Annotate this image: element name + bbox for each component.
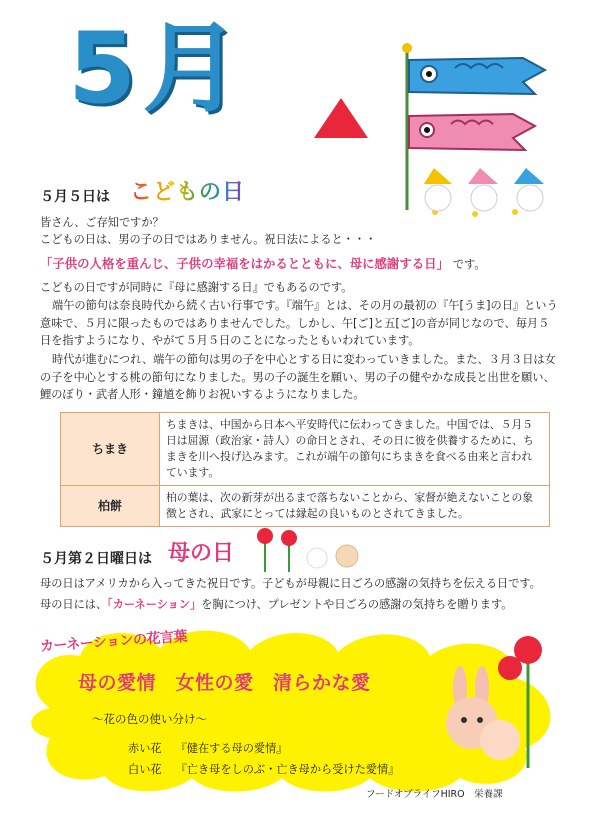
table-key-kashiwamochi: 柏餅 xyxy=(61,486,160,527)
haha-date-label: ５月第２日曜日は xyxy=(40,551,152,567)
haha-p1: 母の日はアメリカから入ってきた祝日です。子どもが母親に日ごろの感謝の気持ちを伝える日です。 xyxy=(40,577,541,590)
hanakotoba-title: カーネーションの花言葉 xyxy=(39,628,188,655)
table-key-chimaki: ちまき xyxy=(61,413,160,486)
page-title: 5月 xyxy=(68,12,247,126)
kodomo-heading xyxy=(130,175,245,206)
kodomo-quote-suffix: です。 xyxy=(452,258,486,271)
white-flower-line xyxy=(128,761,399,779)
carnation-icon xyxy=(255,522,365,574)
red-flower-label: 赤い花 xyxy=(128,742,162,755)
kodomo-intro2: こどもの日は、男の子の日ではありません。祝日法によると・・・ xyxy=(40,233,377,246)
haha-p2-carnation: 「カーネーション」 xyxy=(107,598,202,611)
haha-p2 xyxy=(40,596,580,614)
kodomo-p3: 時代が進むにつれ、端午の節句は男の子を中心とする日に変わっていきました。また、３月３日は女の子を中心とする桃の節句になりました。男の子の誕生を願い、男の子の健やかな成長と出世を願い、鯉のぼり・武者人形・鐘馗を飾りお祝いするようになりました。 xyxy=(40,353,556,401)
hanakotoba-subtitle: ～花の色の使い分け～ xyxy=(92,712,207,726)
red-flower-line xyxy=(128,740,287,758)
red-flower-text: 『健在する母の愛情』 xyxy=(175,742,288,755)
table-value-chimaki: ちまきは、中国から日本へ平安時代に伝わってきました。中国では、５月５日は屈源（政治家・詩人）の命日とされ、その日に彼を供養するために、ちまきを川へ投げ込みます。これが端午の節句にちまきを食べる由来と言われています。 xyxy=(160,413,550,486)
kodomo-intro1: 皆さん、ご存知ですか？ xyxy=(40,216,164,229)
bunny-icon xyxy=(418,162,553,218)
footer-credit: フードオブライフHIRO 栄養課 xyxy=(366,789,503,800)
food-info-table xyxy=(60,412,550,527)
carnation-bunny-icon xyxy=(430,628,560,778)
kodomo-p1: こどもの日ですが同時に『母に感謝する日』でもあるのです。 xyxy=(40,281,353,294)
kodomo-heading-text: こどもの日 xyxy=(130,180,246,205)
table-row xyxy=(61,413,550,486)
white-flower-text: 『亡き母をしのぶ・亡き母から受けた愛情』 xyxy=(175,763,400,776)
kodomo-quote: 「子供の人格を重んじ、子供の幸福をはかるとともに、母に感謝する日」 xyxy=(40,256,449,271)
haha-p2-post: を胸につけ、プレゼントや日ごろの感謝の気持ちを贈ります。 xyxy=(201,598,513,611)
kodomo-quote-line xyxy=(40,253,486,274)
table-row xyxy=(61,486,550,527)
kabuto-icon xyxy=(312,96,370,140)
haha-p2-pre: 母の日には、 xyxy=(40,598,108,611)
haha-heading: 母の日 xyxy=(168,541,235,566)
hanakotoba-words: 母の愛情 女性の愛 清らかな愛 xyxy=(78,672,371,694)
table-value-kashiwamochi: 柏の葉は、次の新芽が出るまで落ちないことから、家督が絶えないことの象徴とされ、武家にとっては縁起の良いものとされてきました。 xyxy=(160,486,550,527)
white-flower-label: 白い花 xyxy=(128,763,162,776)
kodomo-p2: 端午の節句は奈良時代から続く古い行事です。『端午』とは、その月の最初の『午[うま]の日』という意味で、５月に限ったものではありませんでした。しかし、午[ご]と五[ご]の音が同じなので、毎月５日を指すようになり、やがて５月５日のことになったともいわれています。 xyxy=(40,299,558,347)
kodomo-date-label: ５月５日は xyxy=(40,189,110,205)
